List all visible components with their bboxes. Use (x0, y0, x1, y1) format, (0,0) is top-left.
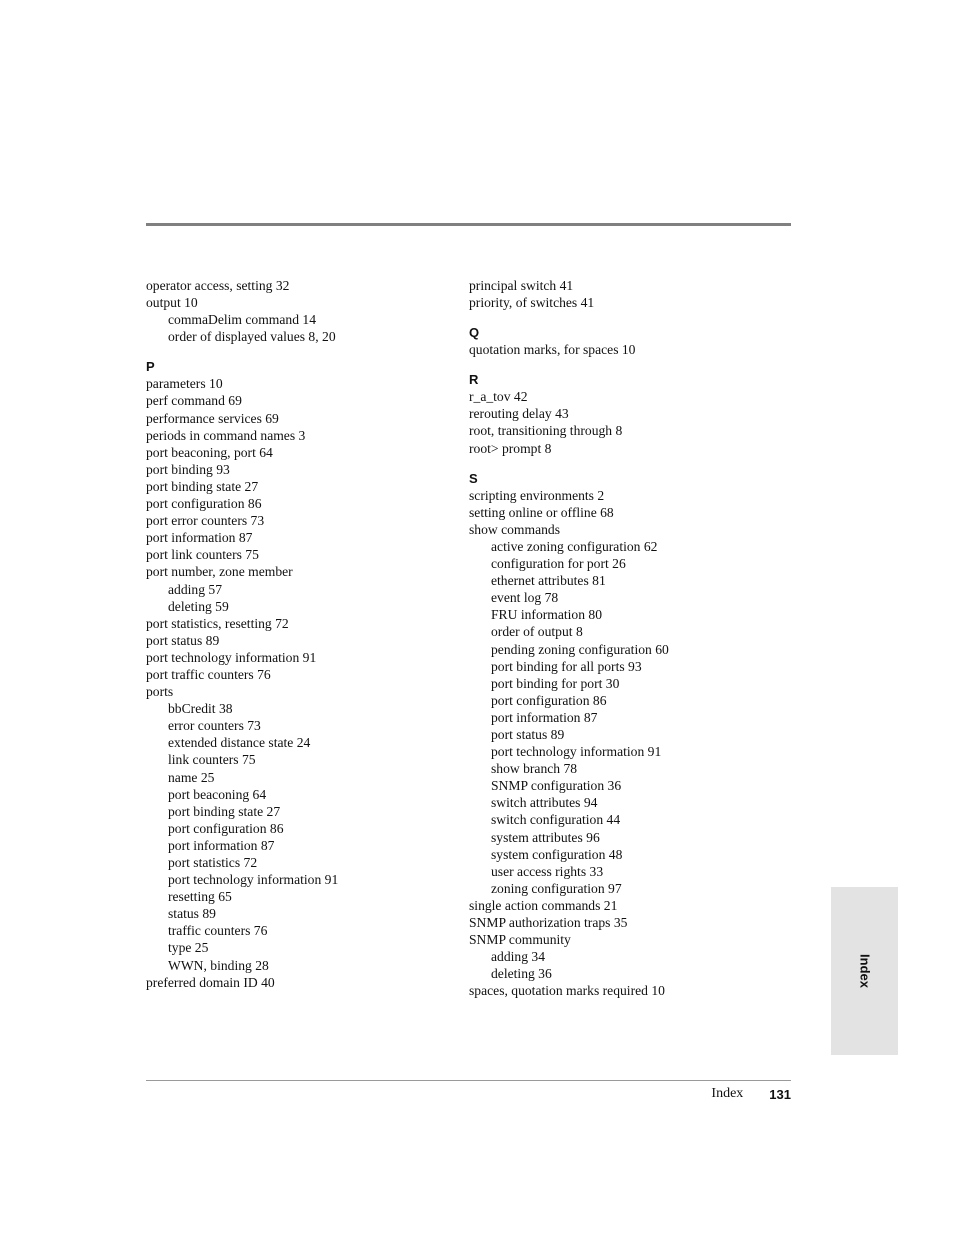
index-subentry: system attributes 96 (491, 829, 600, 845)
index-subentry: traffic counters 76 (168, 923, 268, 939)
index-entry: spaces, quotation marks required 10 (469, 983, 665, 999)
index-subentry: order of displayed values 8, 20 (168, 329, 336, 345)
index-thumb-tab (831, 887, 898, 1055)
index-subentry: active zoning configuration 62 (491, 538, 658, 554)
footer-rule (146, 1080, 791, 1081)
index-subentry: adding 57 (168, 581, 222, 597)
index-entry: port binding state 27 (146, 478, 259, 494)
index-entry: priority, of switches 41 (469, 295, 595, 311)
index-letter-heading: Q (469, 325, 480, 341)
index-entry: preferred domain ID 40 (146, 974, 275, 990)
index-column-right (469, 277, 789, 999)
index-subentry: port binding for all ports 93 (491, 658, 642, 674)
index-entry: port beaconing, port 64 (146, 444, 273, 460)
index-entry: port information 87 (146, 530, 253, 546)
index-subentry: port configuration 86 (168, 820, 284, 836)
index-entry: port number, zone member (146, 564, 293, 580)
index-subentry: type 25 (168, 940, 209, 956)
index-column-left (146, 277, 466, 991)
index-entry: port traffic counters 76 (146, 666, 271, 682)
index-subentry: resetting 65 (168, 889, 232, 905)
index-subentry: port status 89 (491, 726, 565, 742)
index-subentry: name 25 (168, 769, 215, 785)
index-subentry: FRU information 80 (491, 607, 603, 623)
index-subentry: extended distance state 24 (168, 735, 311, 751)
index-subentry: port binding for port 30 (491, 675, 620, 691)
index-subentry: link counters 75 (168, 752, 256, 768)
index-subentry: deleting 36 (491, 966, 552, 982)
index-subentry: switch configuration 44 (491, 812, 621, 828)
index-entry: show commands (469, 521, 560, 537)
index-letter-heading: P (146, 359, 155, 375)
index-entry: quotation marks, for spaces 10 (469, 342, 636, 358)
index-subentry: show branch 78 (491, 761, 578, 777)
index-subentry: event log 78 (491, 590, 559, 606)
index-subentry: commaDelim command 14 (168, 312, 316, 328)
index-subentry: user access rights 33 (491, 863, 604, 879)
thumb-tab-label: Index (857, 954, 872, 988)
index-subentry: port binding state 27 (168, 803, 281, 819)
index-subentry: deleting 59 (168, 598, 229, 614)
index-entry: parameters 10 (146, 376, 223, 392)
index-entry: port error counters 73 (146, 513, 265, 529)
index-entry: performance services 69 (146, 410, 279, 426)
page-footer (711, 1085, 791, 1103)
index-entry: SNMP community (469, 932, 571, 948)
index-subentry: order of output 8 (491, 624, 583, 640)
footer-section-label: Index (711, 1086, 744, 1101)
index-entry: principal switch 41 (469, 278, 574, 293)
index-subentry: bbCredit 38 (168, 701, 233, 717)
index-entry: root> prompt 8 (469, 440, 552, 456)
index-subentry: port technology information 91 (168, 872, 339, 888)
index-subentry: error counters 73 (168, 718, 261, 734)
index-subentry: ethernet attributes 81 (491, 573, 606, 589)
index-entry: SNMP authorization traps 35 (469, 915, 628, 930)
index-entry: scripting environments 2 (469, 487, 605, 503)
index-entry: port status 89 (146, 632, 220, 648)
page-number: 131 (769, 1086, 791, 1102)
index-entry: root, transitioning through 8 (469, 423, 623, 439)
index-subentry: port beaconing 64 (168, 786, 267, 802)
index-entry: perf command 69 (146, 393, 242, 409)
index-entry: port statistics, resetting 72 (146, 615, 289, 631)
index-entry: setting online or offline 68 (469, 504, 614, 520)
index-letter-heading: S (469, 470, 478, 486)
index-entry: periods in command names 3 (146, 427, 306, 443)
index-subentry: port configuration 86 (491, 692, 607, 708)
index-subentry: system configuration 48 (491, 846, 623, 862)
index-subentry: port information 87 (168, 837, 275, 853)
index-subentry: adding 34 (491, 949, 545, 965)
index-entry: output 10 (146, 295, 198, 311)
index-subentry: SNMP configuration 36 (491, 778, 622, 794)
index-subentry: pending zoning configuration 60 (491, 641, 669, 657)
index-letter-heading: R (469, 372, 479, 388)
index-subentry: zoning configuration 97 (491, 880, 622, 896)
index-subentry: switch attributes 94 (491, 795, 598, 811)
header-rule (146, 223, 791, 226)
index-entry: ports (146, 684, 174, 700)
index-subentry: WWN, binding 28 (168, 957, 269, 973)
index-entry: r_a_tov 42 (469, 389, 528, 405)
index-subentry: port information 87 (491, 709, 598, 725)
index-entry: operator access, setting 32 (146, 278, 290, 293)
index-subentry: port statistics 72 (168, 855, 258, 870)
index-subentry: configuration for port 26 (491, 556, 626, 572)
index-subentry: status 89 (168, 906, 216, 922)
index-entry: port configuration 86 (146, 496, 262, 512)
index-entry: single action commands 21 (469, 897, 618, 913)
index-subentry: port technology information 91 (491, 744, 662, 760)
index-entry: port binding 93 (146, 461, 230, 477)
index-entry: rerouting delay 43 (469, 406, 569, 422)
index-entry: port technology information 91 (146, 649, 317, 665)
index-entry: port link counters 75 (146, 547, 259, 563)
